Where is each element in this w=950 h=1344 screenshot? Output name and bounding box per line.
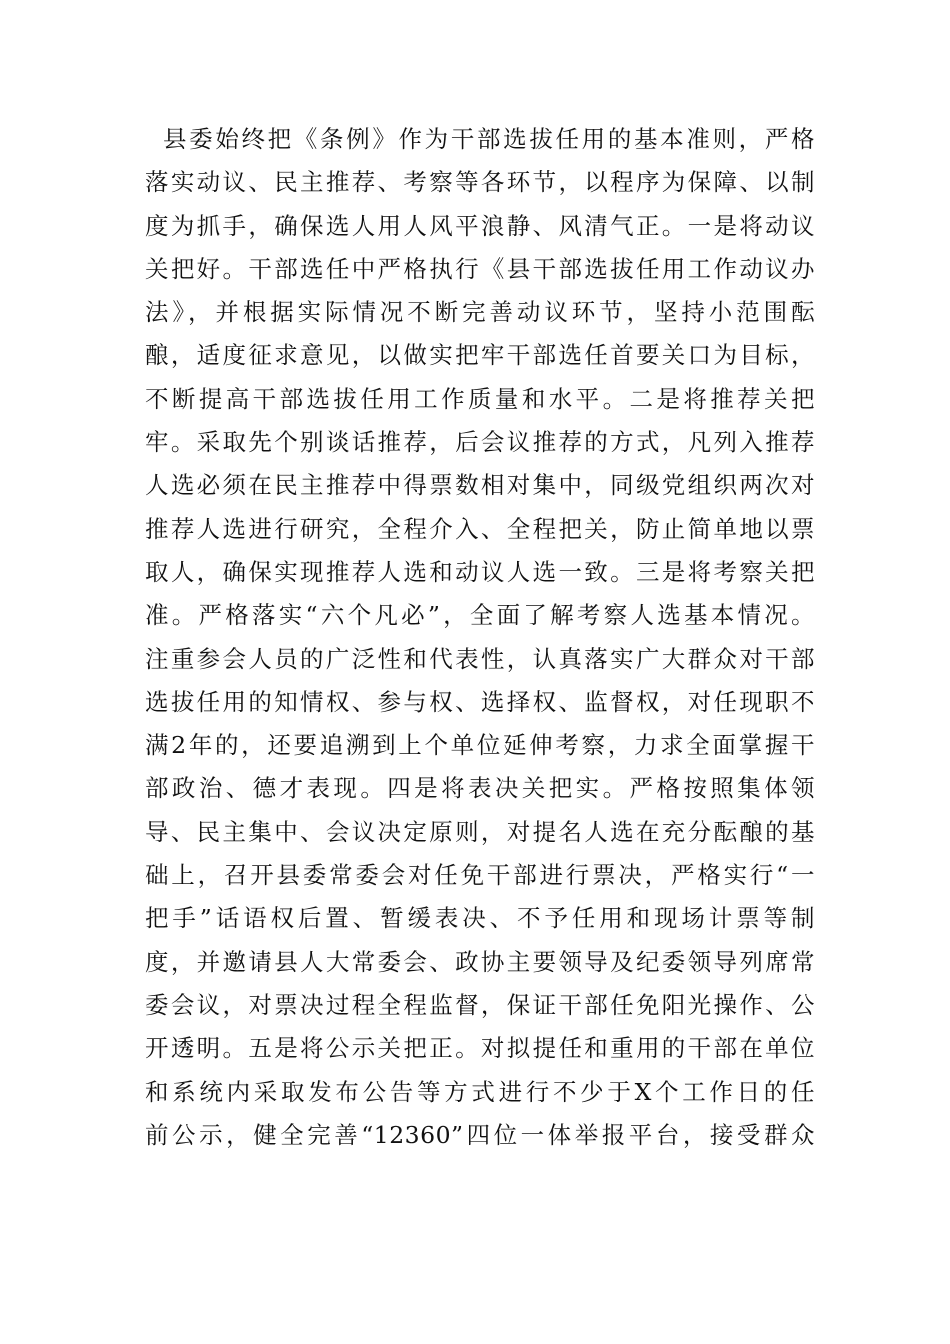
text-line: 选拔任用的知情权、参与权、选择权、监督权，对任现职不: [145, 687, 815, 716]
text-line: 础上，召开县委常委会对任免干部进行票决，严格实行“一: [145, 861, 815, 890]
text-line: 酿，适度征求意见，以做实把牢干部选任首要关口为目标，: [145, 341, 815, 370]
text-line: 法》，并根据实际情况不断完善动议环节，坚持小范围酝: [145, 298, 815, 327]
text-line: 准。严格落实“六个凡必”，全面了解考察人选基本情况。: [145, 601, 815, 630]
text-line: 关把好。干部选任中严格执行《县干部选拔任用工作动议办: [145, 254, 815, 283]
text-line: 前公示，健全完善“12360”四位一体举报平台，接受群众: [145, 1120, 815, 1149]
text-line: 开透明。五是将公示关把正。对拟提任和重用的干部在单位: [145, 1034, 815, 1063]
text-line: 推荐人选进行研究，全程介入、全程把关，防止简单地以票: [145, 514, 815, 543]
text-line: 人选必须在民主推荐中得票数相对集中，同级党组织两次对: [145, 471, 815, 500]
text-line: 和系统内采取发布公告等方式进行不少于X个工作日的任: [145, 1077, 815, 1106]
text-line: 委会议，对票决过程全程监督，保证干部任免阳光操作、公: [145, 990, 815, 1019]
text-line: 取人，确保实现推荐人选和动议人选一致。三是将考察关把: [145, 557, 815, 586]
body-paragraph: [145, 118, 815, 1157]
text-line: 不断提高干部选拔任用工作质量和水平。二是将推荐关把: [145, 384, 815, 413]
text-line: 导、民主集中、会议决定原则，对提名人选在充分酝酿的基: [145, 817, 815, 846]
text-line: 度，并邀请县人大常委会、政协主要领导及纪委领导列席常: [145, 947, 815, 976]
text-line: 把手”话语权后置、暂缓表决、不予任用和现场计票等制: [145, 904, 815, 933]
text-line: 度为抓手，确保选人用人风平浪静、风清气正。一是将动议: [145, 211, 815, 240]
text-line: 县委始终把《条例》作为干部选拔任用的基本准则，严格: [163, 125, 815, 153]
text-line: 落实动议、民主推荐、考察等各环节，以程序为保障、以制: [145, 168, 815, 197]
text-line: 部政治、德才表现。四是将表决关把实。严格按照集体领: [145, 774, 815, 803]
text-line: 满2年的，还要追溯到上个单位延伸考察，力求全面掌握干: [145, 731, 815, 760]
text-line: 注重参会人员的广泛性和代表性，认真落实广大群众对干部: [145, 644, 815, 673]
text-line: 牢。采取先个别谈话推荐，后会议推荐的方式，凡列入推荐: [145, 428, 815, 457]
